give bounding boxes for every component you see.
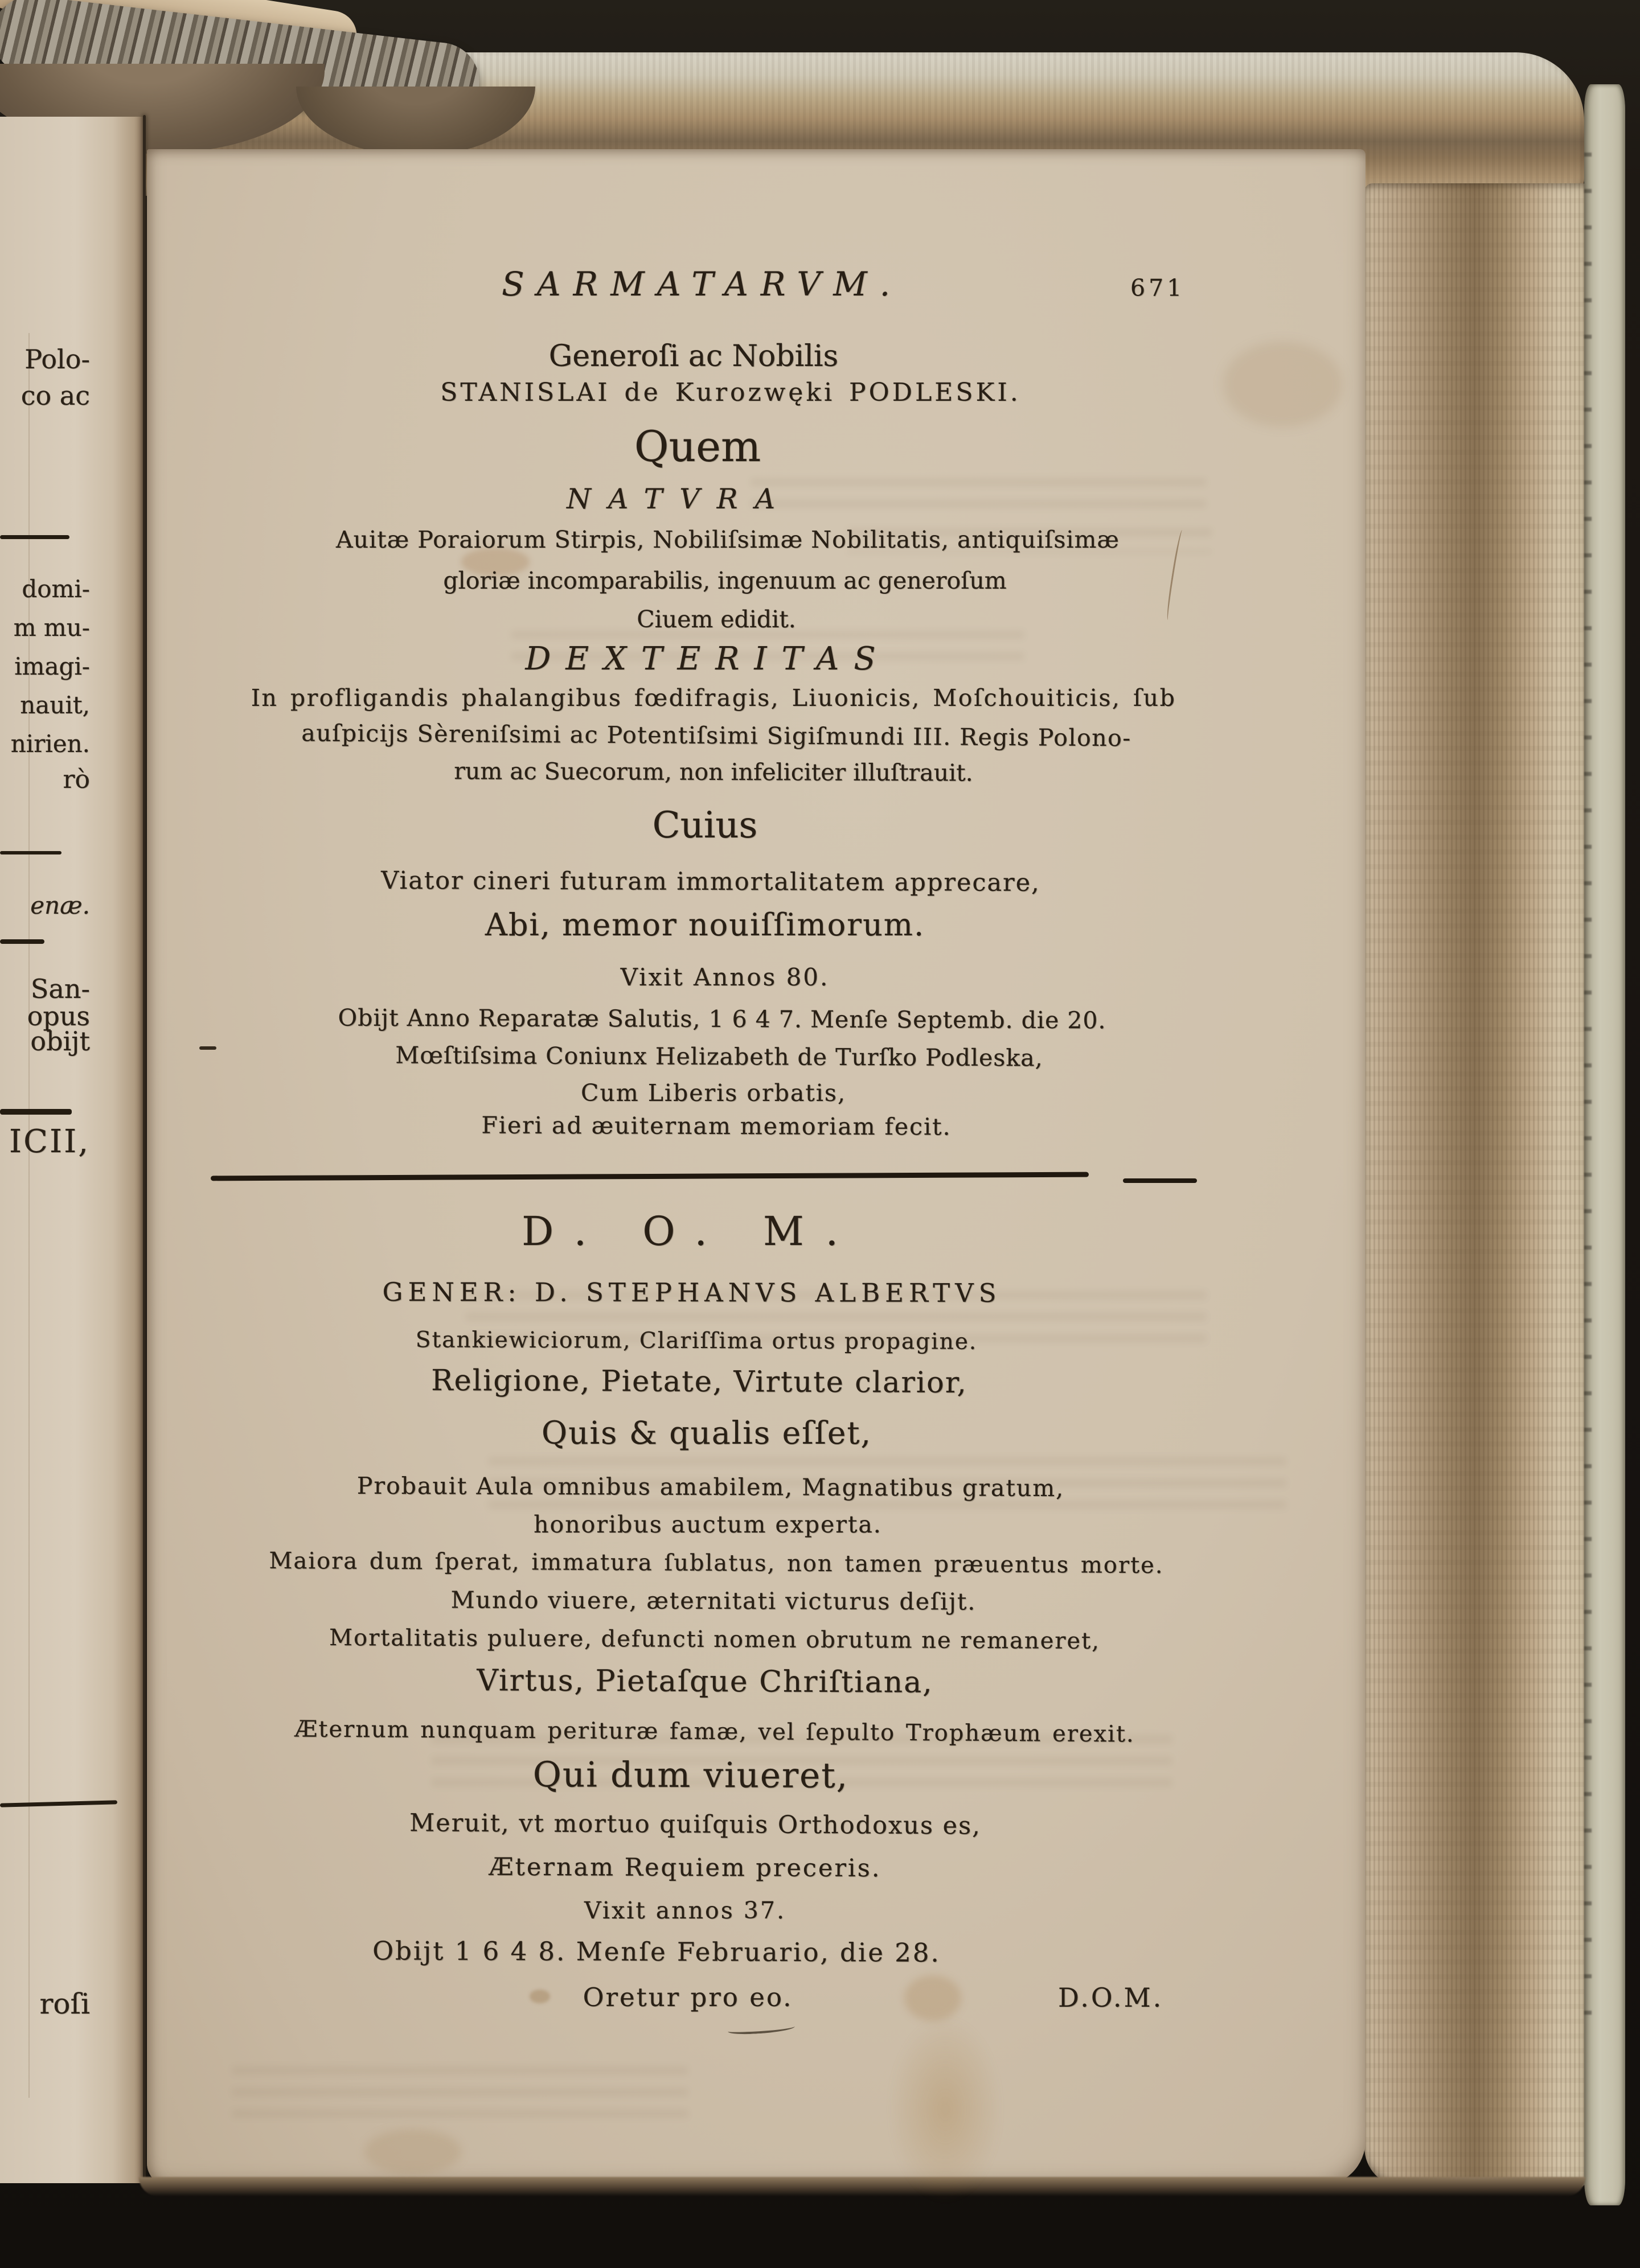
facing-fragment: domi-: [22, 575, 90, 603]
facing-fragment: obijt: [30, 1026, 90, 1057]
facing-rule: [0, 851, 62, 854]
epitaph2-aeternum: Æternum nunquam perituræ famæ, vel ſepulto Trophæum erexit.: [294, 1716, 1135, 1748]
section-divider-dash: [1123, 1178, 1197, 1183]
facing-rule: [0, 535, 69, 539]
facing-fragment: co ac: [20, 380, 90, 411]
epitaph2-virtus: Virtus, Pietaſque Chriſtiana,: [477, 1663, 933, 1700]
epitaph2-religione: Religione, Pietate, Virtute clarior,: [431, 1363, 967, 1400]
epitaph1-cuius: Cuius: [652, 804, 758, 847]
epitaph2-quis: Quis & qualis eſſet,: [542, 1415, 872, 1451]
epitaph2-lineage: Stankiewiciorum, Clariſſima ortus propagine.: [415, 1327, 978, 1355]
epitaph2-mortalitatis: Mortalitatis puluere, defuncti nomen obrutum ne remaneret,: [329, 1625, 1101, 1654]
epitaph2-heading-dom: D. O. M.: [522, 1208, 860, 1255]
facing-fragment: roſi: [39, 1987, 90, 2020]
epitaph1-abi: Abi, memor nouiſſimorum.: [485, 907, 925, 943]
epitaph2-maiora: Maiora dum ſperat, immatura ſublatus, non tamen præuentus morte.: [269, 1547, 1164, 1579]
facing-page-text: [0, 0, 147, 2268]
epitaph1-natura-line: gloriæ incomparabilis, ingenuum ac generoſum: [443, 567, 1007, 594]
facing-fragment: nauit,: [20, 691, 90, 719]
epitaph2-oretur: Oretur pro eo.: [583, 1982, 793, 2012]
epitaph1-quem: Quem: [634, 422, 761, 471]
running-title: SARMATARVM.: [501, 265, 903, 303]
facing-fragment: nirien.: [10, 730, 90, 758]
page-671-content: [147, 0, 1366, 2268]
epitaph1-liberis: Cum Liberis orbatis,: [581, 1079, 846, 1107]
facing-rule: [0, 1109, 72, 1115]
epitaph2-probauit-line: Probauit Aula omnibus amabilem, Magnatibus gratum,: [356, 1472, 1065, 1502]
stain: [904, 1975, 961, 2021]
stain: [364, 2129, 461, 2175]
epitaph2-obiit: Obijt 1 6 4 8. Menſe Februario, die 28.: [372, 1936, 941, 1968]
facing-fragment: enæ.: [30, 891, 90, 919]
epitaph2-requiem: Æternam Requiem preceris.: [489, 1852, 882, 1883]
epitaph2-dom-mark: D.O.M.: [1058, 1982, 1164, 2013]
page-number: 671: [1130, 274, 1186, 302]
epitaph1-dexteritas-line: auſpicijs Sèreniſsimi ac Potentiſsimi Sigiſmundi III. Regis Polono-: [301, 719, 1131, 752]
epitaph1-fecit: Fieri ad æuiternam memoriam fecit.: [481, 1111, 952, 1141]
epitaph2-name: GENER: D. STEPHANVS ALBERTVS: [382, 1277, 1002, 1308]
epitaph2-qui: Qui dum viueret,: [532, 1755, 849, 1796]
facing-fragment: Polo-: [24, 344, 90, 375]
epitaph1-dexteritas-line: rum ac Suecorum, non infeliciter illuſtrauit.: [454, 757, 973, 787]
epitaph1-obiit: Obijt Anno Reparatæ Salutis, 1 6 4 7. Menſe Septemb. die 20.: [338, 1004, 1106, 1034]
epitaph1-coniunx: Mœſtiſsima Coniunx Helizabeth de Turſko Podleska,: [395, 1041, 1043, 1072]
epitaph1-vixit: Vixit Annos 80.: [620, 963, 830, 991]
facing-fragment: ICII,: [9, 1123, 90, 1160]
epitaph1-viator: Viator cineri futuram immortalitatem apprecare,: [381, 866, 1040, 898]
epitaph1-heading-natura: NATVRA: [567, 483, 792, 515]
facing-rule: [0, 1800, 117, 1807]
facing-fragment: imagi-: [14, 652, 90, 680]
facing-fragment: opus: [27, 1001, 90, 1032]
facing-fragment: San-: [30, 973, 90, 1004]
facing-fragment: m mu-: [13, 614, 90, 642]
facing-rule: [0, 939, 44, 944]
epitaph2-vixit: Vixit annos 37.: [584, 1897, 786, 1924]
show-through: [232, 2066, 688, 2129]
epitaph2-mundo: Mundo viuere, æternitati victurus deſijt.: [450, 1586, 977, 1616]
fore-edge-pages: [1364, 183, 1585, 2187]
epitaph1-natura-line: Ciuem edidit.: [637, 606, 796, 633]
ink-underline-squiggle: [728, 2023, 796, 2035]
epitaph1-name: STANISLAI de Kurozwęki PODLESKI.: [440, 378, 1021, 407]
epitaph1-heading-dexteritas: DEXTERITAS: [525, 640, 891, 677]
vellum-cover-edge: [1584, 84, 1625, 2205]
epitaph1-dexteritas-line: In profligandis phalangibus fœdifragis, Liuonicis, Moſchouiticis, ſub: [251, 684, 1176, 712]
epitaph1-natura-line: Auitæ Poraiorum Stirpis, Nobiliſsimæ Nobilitatis, antiquiſsimæ: [336, 526, 1120, 553]
stain: [888, 2015, 1002, 2203]
epitaph2-meruit: Meruit, vt mortuo quiſquis Orthodoxus es,: [409, 1809, 981, 1840]
epitaph1-intro: Generoſi ac Nobilis: [548, 339, 839, 373]
section-divider-rule: [211, 1172, 1089, 1181]
facing-fragment: rò: [63, 765, 90, 794]
epitaph2-probauit-line: honoribus auctum experta.: [534, 1511, 882, 1538]
